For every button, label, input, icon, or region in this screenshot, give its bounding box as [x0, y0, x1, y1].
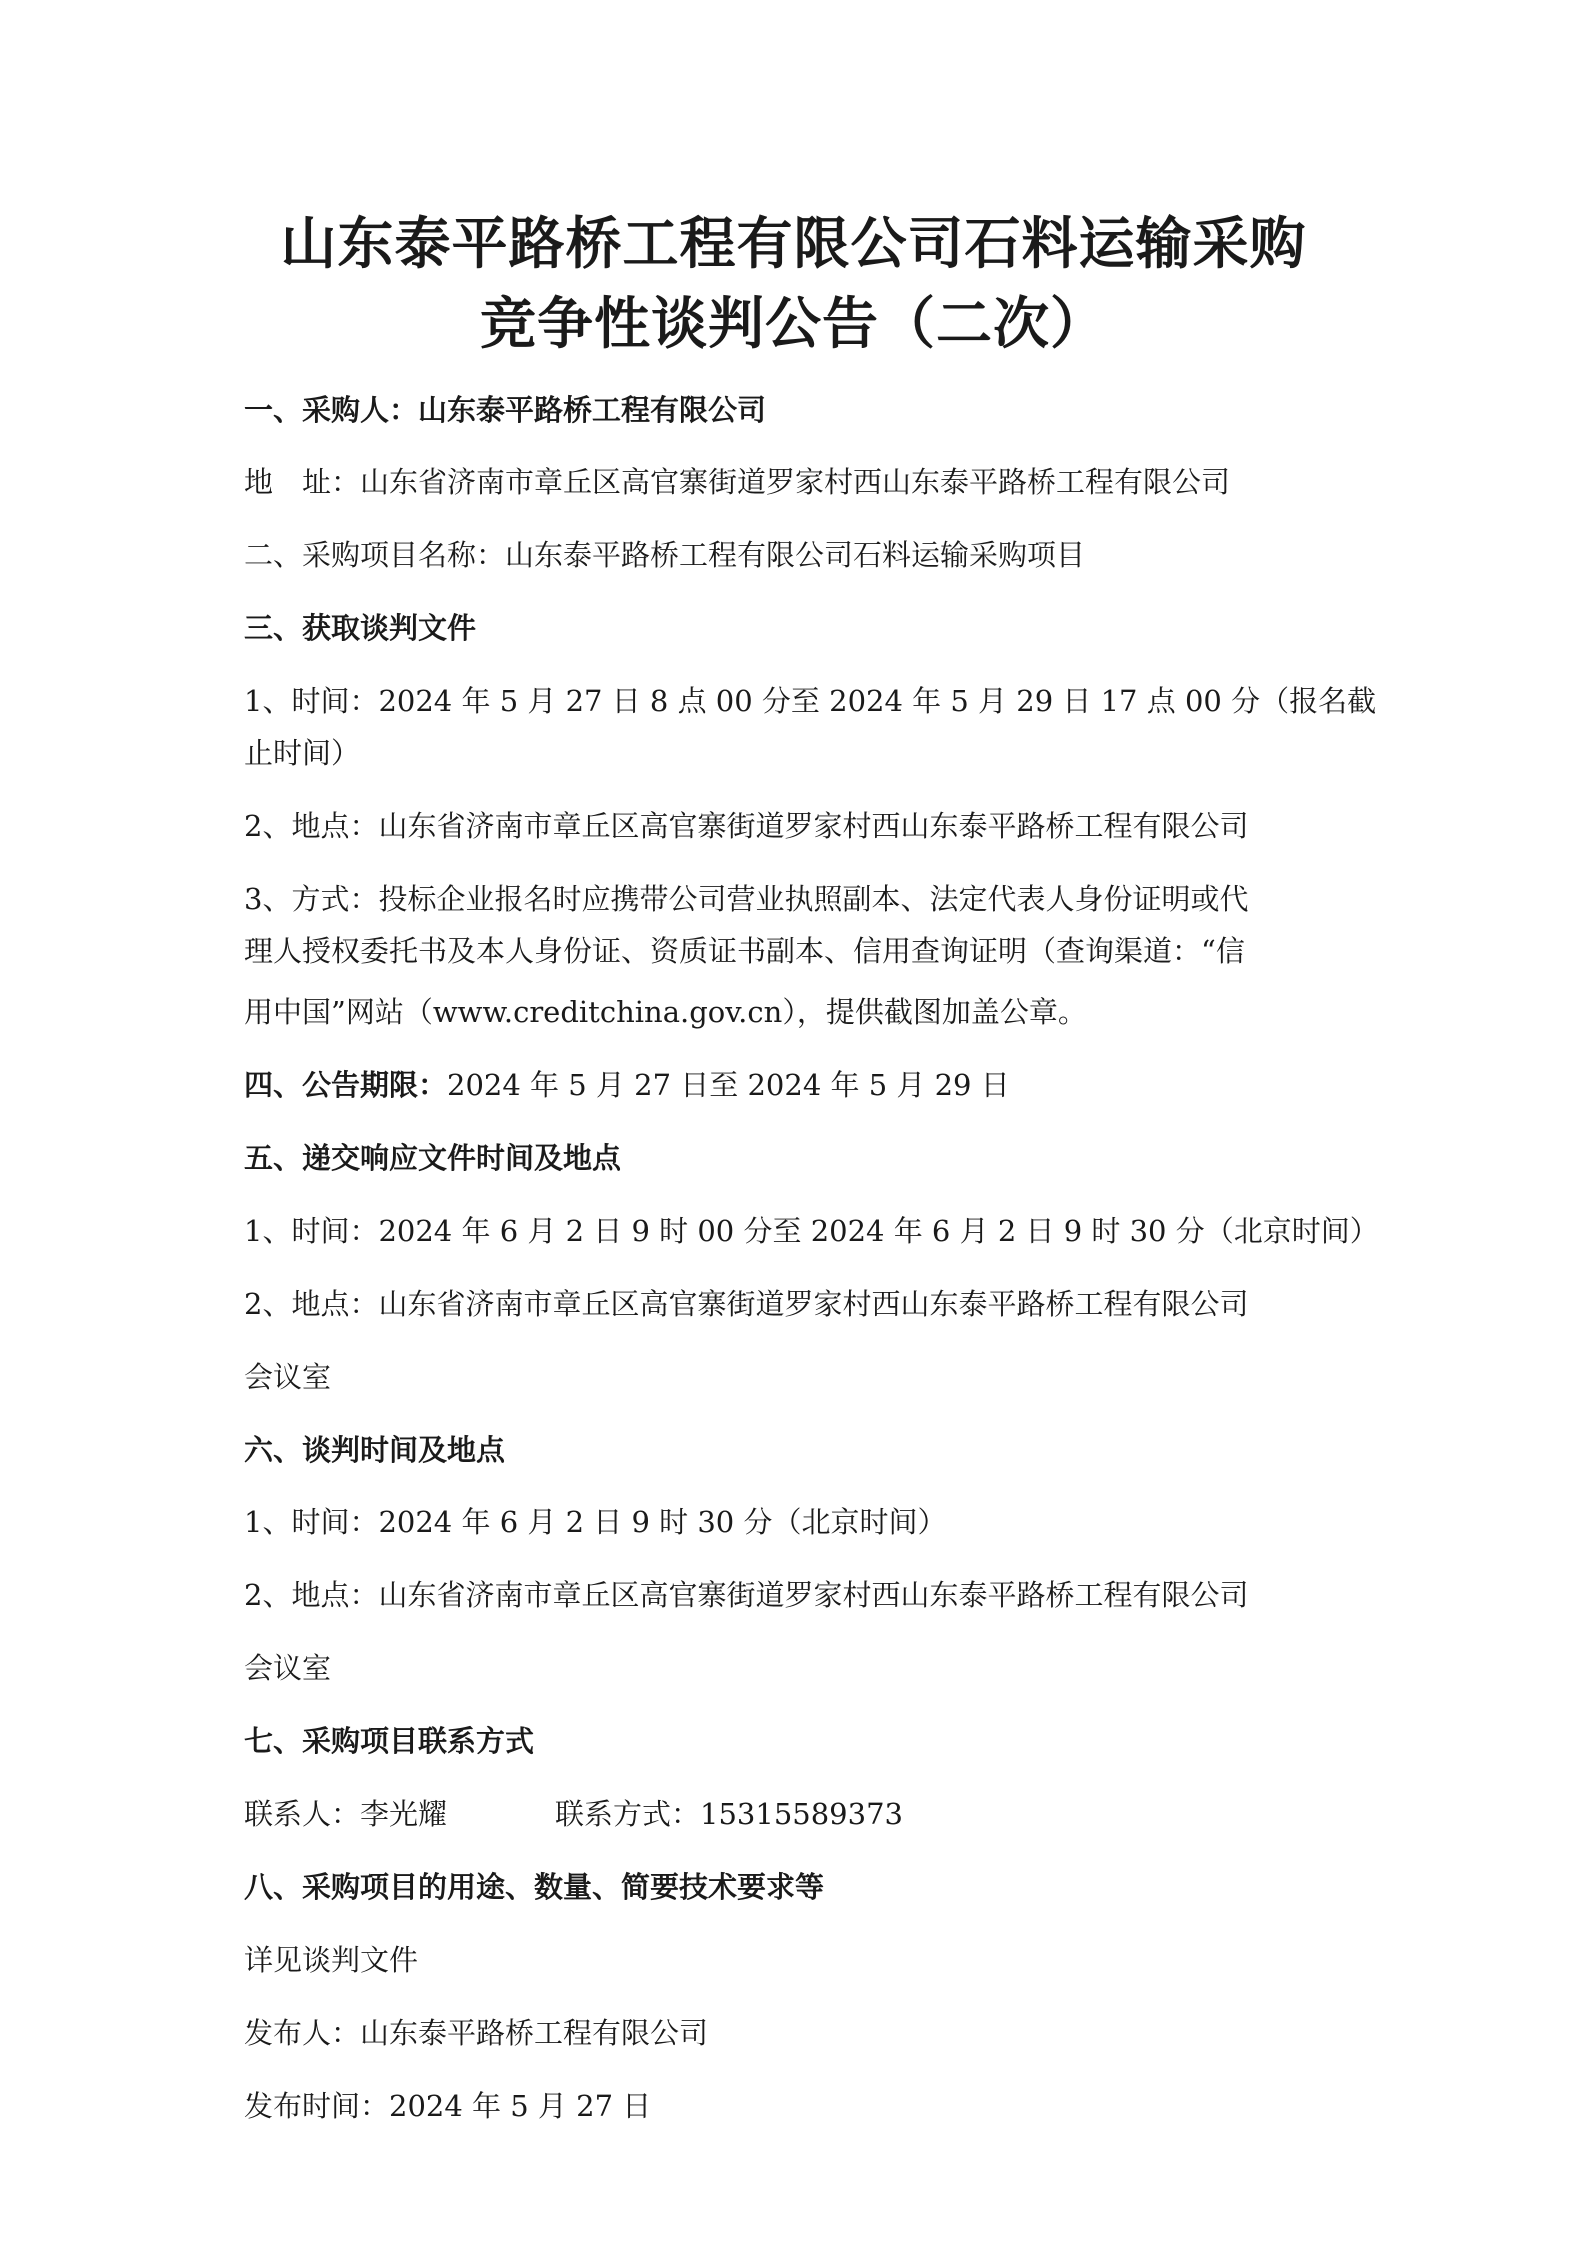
section-4	[244, 1065, 1364, 1105]
s3-item3-line3: 用中国”网站（www.creditchina.gov.cn），提供截图加盖公章。	[244, 995, 1087, 1029]
address-value: 山东省济南市章丘区高官寨街道罗家村西山东泰平路桥工程有限公司	[360, 465, 1231, 499]
s3-item1-line1: 1、时间：2024 年 5 月 27 日 8 点 00 分至 2024 年 5 月 29 日 17 点 00 分（报名截	[244, 684, 1377, 718]
s3-item3-line2: 理人授权委托书及本人身份证、资质证书副本、信用查询证明（查询渠道：“信	[244, 934, 1245, 968]
s6-item2-line2: 会议室	[244, 1651, 332, 1685]
s3-item2: 2、地点：山东省济南市章丘区高官寨街道罗家村西山东泰平路桥工程有限公司	[244, 809, 1249, 843]
s6-item2-line1: 2、地点：山东省济南市章丘区高官寨街道罗家村西山东泰平路桥工程有限公司	[244, 1578, 1249, 1612]
section-4-heading: 四、公告期限：	[244, 1068, 448, 1102]
section-2-project-name: 二、采购项目名称：山东泰平路桥工程有限公司石料运输采购项目	[244, 538, 1086, 572]
section-8-heading: 八、采购项目的用途、数量、简要技术要求等	[244, 1870, 825, 1904]
section-6-heading: 六、谈判时间及地点	[244, 1433, 506, 1467]
s3-item1-line2: 止时间）	[244, 736, 361, 770]
s6-item1: 1、时间：2024 年 6 月 2 日 9 时 30 分（北京时间）	[244, 1505, 947, 1539]
contact-info	[244, 1794, 1364, 1834]
s5-item1: 1、时间：2024 年 6 月 2 日 9 时 00 分至 2024 年 6 月 2 日 9 时 30 分（北京时间）	[244, 1214, 1379, 1248]
section-8-text: 详见谈判文件	[244, 1943, 419, 1977]
section-5-heading: 五、递交响应文件时间及地点	[244, 1141, 622, 1175]
document-title-line1: 山东泰平路桥工程有限公司石料运输采购	[280, 212, 1307, 277]
address-label: 地 址：	[244, 465, 361, 499]
section-1-heading: 一、采购人：山东泰平路桥工程有限公司	[244, 393, 767, 427]
publisher: 发布人：山东泰平路桥工程有限公司	[244, 2016, 709, 2050]
section-7-heading: 七、采购项目联系方式	[244, 1724, 535, 1758]
section-4-period: 2024 年 5 月 27 日至 2024 年 5 月 29 日	[447, 1068, 1010, 1102]
contact-person: 联系人：李光耀	[244, 1797, 448, 1831]
s5-item2-line1: 2、地点：山东省济南市章丘区高官寨街道罗家村西山东泰平路桥工程有限公司	[244, 1287, 1249, 1321]
purchaser-address	[244, 462, 1364, 502]
s3-item3-line1: 3、方式：投标企业报名时应携带公司营业执照副本、法定代表人身份证明或代	[244, 882, 1249, 916]
s5-item2-line2: 会议室	[244, 1360, 332, 1394]
publish-time: 发布时间：2024 年 5 月 27 日	[244, 2089, 652, 2123]
section-3-heading: 三、获取谈判文件	[244, 611, 477, 645]
document-title-line2: 竞争性谈判公告（二次）	[480, 292, 1107, 357]
contact-phone: 联系方式：15315589373	[555, 1797, 903, 1831]
